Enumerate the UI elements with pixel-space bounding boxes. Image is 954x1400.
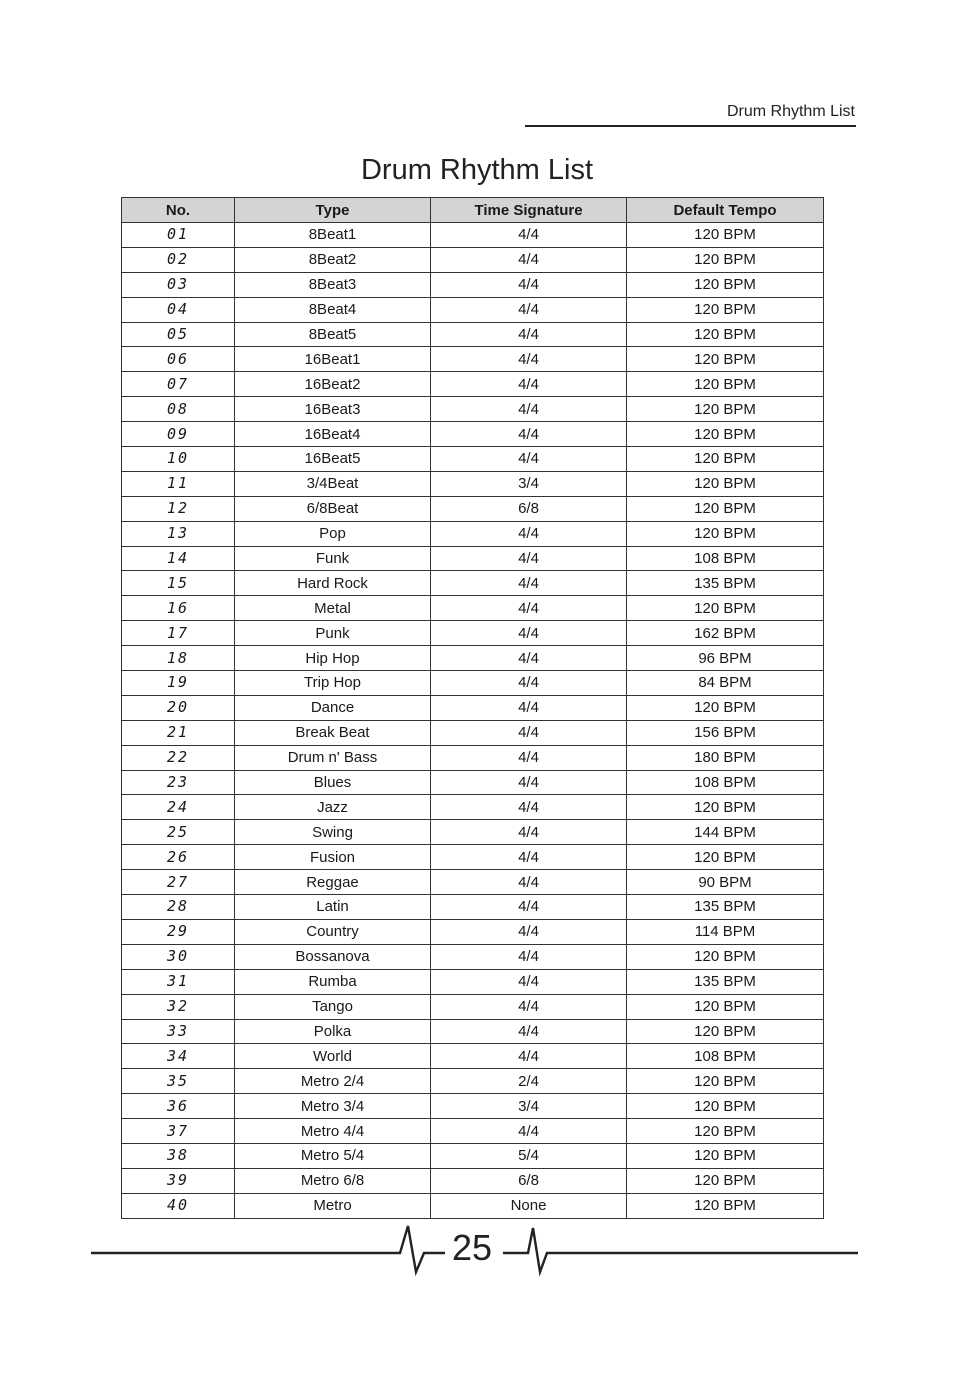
- time-signature: 4/4: [431, 422, 627, 447]
- rhythm-number: 30: [122, 944, 235, 969]
- table-row: [122, 845, 824, 870]
- rhythm-type: World: [235, 1044, 431, 1069]
- table-row: [122, 944, 824, 969]
- footer-line-left: [91, 1226, 445, 1272]
- rhythm-type: 8Beat3: [235, 272, 431, 297]
- time-signature: 4/4: [431, 895, 627, 920]
- table-row: [122, 720, 824, 745]
- table-row: [122, 870, 824, 895]
- drum-rhythm-table: [121, 197, 824, 1219]
- rhythm-number: 39: [122, 1168, 235, 1193]
- table-row: [122, 1168, 824, 1193]
- rhythm-type: 8Beat1: [235, 223, 431, 248]
- rhythm-type: Latin: [235, 895, 431, 920]
- time-signature: 4/4: [431, 795, 627, 820]
- default-tempo: 90 BPM: [627, 870, 824, 895]
- rhythm-type: Rumba: [235, 969, 431, 994]
- time-signature: 4/4: [431, 297, 627, 322]
- rhythm-number: 24: [122, 795, 235, 820]
- rhythm-number: 13: [122, 521, 235, 546]
- rhythm-number: 12: [122, 496, 235, 521]
- time-signature: 4/4: [431, 1119, 627, 1144]
- table-row: [122, 272, 824, 297]
- default-tempo: 114 BPM: [627, 919, 824, 944]
- default-tempo: 120 BPM: [627, 944, 824, 969]
- rhythm-number: 33: [122, 1019, 235, 1044]
- default-tempo: 162 BPM: [627, 621, 824, 646]
- table-row: [122, 397, 824, 422]
- default-tempo: 120 BPM: [627, 994, 824, 1019]
- time-signature: 4/4: [431, 845, 627, 870]
- default-tempo: 120 BPM: [627, 1019, 824, 1044]
- default-tempo: 96 BPM: [627, 646, 824, 671]
- rhythm-number: 37: [122, 1119, 235, 1144]
- time-signature: 4/4: [431, 447, 627, 472]
- default-tempo: 120 BPM: [627, 223, 824, 248]
- table-row: [122, 695, 824, 720]
- rhythm-number: 38: [122, 1143, 235, 1168]
- rhythm-type: 16Beat4: [235, 422, 431, 447]
- rhythm-type: 8Beat2: [235, 247, 431, 272]
- table-row: [122, 347, 824, 372]
- rhythm-number: 40: [122, 1193, 235, 1218]
- rhythm-type: 16Beat5: [235, 447, 431, 472]
- time-signature: 4/4: [431, 1019, 627, 1044]
- default-tempo: 120 BPM: [627, 1193, 824, 1218]
- time-signature: 4/4: [431, 720, 627, 745]
- rhythm-type: 8Beat5: [235, 322, 431, 347]
- default-tempo: 144 BPM: [627, 820, 824, 845]
- table-row: [122, 496, 824, 521]
- rhythm-number: 02: [122, 247, 235, 272]
- time-signature: 4/4: [431, 621, 627, 646]
- table-row: [122, 447, 824, 472]
- table-row: [122, 795, 824, 820]
- time-signature: 3/4: [431, 1094, 627, 1119]
- default-tempo: 135 BPM: [627, 969, 824, 994]
- table-row: [122, 471, 824, 496]
- rhythm-number: 25: [122, 820, 235, 845]
- footer-line-right: [503, 1228, 858, 1272]
- default-tempo: 120 BPM: [627, 247, 824, 272]
- time-signature: 4/4: [431, 272, 627, 297]
- rhythm-type: Funk: [235, 546, 431, 571]
- time-signature: 5/4: [431, 1143, 627, 1168]
- default-tempo: 120 BPM: [627, 272, 824, 297]
- time-signature: 4/4: [431, 322, 627, 347]
- rhythm-number: 05: [122, 322, 235, 347]
- table-row: [122, 422, 824, 447]
- default-tempo: 120 BPM: [627, 496, 824, 521]
- default-tempo: 120 BPM: [627, 596, 824, 621]
- default-tempo: 84 BPM: [627, 671, 824, 696]
- rhythm-number: 15: [122, 571, 235, 596]
- rhythm-type: 16Beat2: [235, 372, 431, 397]
- time-signature: 4/4: [431, 944, 627, 969]
- table-row: [122, 1019, 824, 1044]
- rhythm-type: Polka: [235, 1019, 431, 1044]
- time-signature: 6/8: [431, 1168, 627, 1193]
- rhythm-type: Blues: [235, 770, 431, 795]
- time-signature: 4/4: [431, 646, 627, 671]
- rhythm-type: Hard Rock: [235, 571, 431, 596]
- table-row: [122, 820, 824, 845]
- table-row: [122, 223, 824, 248]
- rhythm-number: 08: [122, 397, 235, 422]
- table-row: [122, 521, 824, 546]
- time-signature: 4/4: [431, 521, 627, 546]
- rhythm-type: Tango: [235, 994, 431, 1019]
- rhythm-type: Dance: [235, 695, 431, 720]
- time-signature: 4/4: [431, 372, 627, 397]
- rhythm-type: 16Beat3: [235, 397, 431, 422]
- default-tempo: 120 BPM: [627, 795, 824, 820]
- table-row: [122, 1069, 824, 1094]
- rhythm-number: 23: [122, 770, 235, 795]
- time-signature: 3/4: [431, 471, 627, 496]
- rhythm-number: 22: [122, 745, 235, 770]
- rhythm-type: Drum n' Bass: [235, 745, 431, 770]
- time-signature: 4/4: [431, 745, 627, 770]
- time-signature: 4/4: [431, 247, 627, 272]
- rhythm-number: 31: [122, 969, 235, 994]
- rhythm-type: Hip Hop: [235, 646, 431, 671]
- rhythm-type: Swing: [235, 820, 431, 845]
- rhythm-number: 06: [122, 347, 235, 372]
- rhythm-type: Punk: [235, 621, 431, 646]
- page-number: 25: [451, 1227, 493, 1268]
- default-tempo: 156 BPM: [627, 720, 824, 745]
- rhythm-number: 11: [122, 471, 235, 496]
- table-row: [122, 1143, 824, 1168]
- rhythm-type: Trip Hop: [235, 671, 431, 696]
- default-tempo: 120 BPM: [627, 1119, 824, 1144]
- column-header-type: Type: [235, 198, 431, 223]
- time-signature: 2/4: [431, 1069, 627, 1094]
- rhythm-type: Country: [235, 919, 431, 944]
- time-signature: 4/4: [431, 546, 627, 571]
- rhythm-number: 32: [122, 994, 235, 1019]
- rhythm-type: Break Beat: [235, 720, 431, 745]
- rhythm-type: Bossanova: [235, 944, 431, 969]
- rhythm-number: 14: [122, 546, 235, 571]
- table-row: [122, 1193, 824, 1218]
- table-row: [122, 247, 824, 272]
- default-tempo: 108 BPM: [627, 546, 824, 571]
- rhythm-type: Metro 6/8: [235, 1168, 431, 1193]
- rhythm-type: Jazz: [235, 795, 431, 820]
- table-row: [122, 546, 824, 571]
- default-tempo: 120 BPM: [627, 1094, 824, 1119]
- time-signature: 4/4: [431, 919, 627, 944]
- default-tempo: 120 BPM: [627, 347, 824, 372]
- rhythm-number: 18: [122, 646, 235, 671]
- table-row: [122, 1044, 824, 1069]
- default-tempo: 120 BPM: [627, 1069, 824, 1094]
- table-body: [122, 223, 824, 1219]
- default-tempo: 180 BPM: [627, 745, 824, 770]
- default-tempo: 120 BPM: [627, 1143, 824, 1168]
- running-header: Drum Rhythm List: [726, 103, 855, 120]
- column-header-time-signature: Time Signature: [431, 198, 627, 223]
- default-tempo: 120 BPM: [627, 695, 824, 720]
- rhythm-type: Metal: [235, 596, 431, 621]
- table-row: [122, 1094, 824, 1119]
- default-tempo: 120 BPM: [627, 372, 824, 397]
- rhythm-number: 21: [122, 720, 235, 745]
- table-row: [122, 372, 824, 397]
- rhythm-number: 34: [122, 1044, 235, 1069]
- rhythm-type: 3/4Beat: [235, 471, 431, 496]
- default-tempo: 120 BPM: [627, 397, 824, 422]
- default-tempo: 120 BPM: [627, 422, 824, 447]
- rhythm-type: Pop: [235, 521, 431, 546]
- rhythm-number: 09: [122, 422, 235, 447]
- default-tempo: 120 BPM: [627, 521, 824, 546]
- rhythm-number: 29: [122, 919, 235, 944]
- rhythm-number: 19: [122, 671, 235, 696]
- rhythm-number: 26: [122, 845, 235, 870]
- rhythm-type: Metro 2/4: [235, 1069, 431, 1094]
- rhythm-number: 16: [122, 596, 235, 621]
- table-row: [122, 571, 824, 596]
- rhythm-number: 35: [122, 1069, 235, 1094]
- time-signature: 4/4: [431, 969, 627, 994]
- rhythm-type: 8Beat4: [235, 297, 431, 322]
- time-signature: 4/4: [431, 671, 627, 696]
- default-tempo: 108 BPM: [627, 1044, 824, 1069]
- table-row: [122, 969, 824, 994]
- default-tempo: 120 BPM: [627, 845, 824, 870]
- rhythm-type: Reggae: [235, 870, 431, 895]
- rhythm-type: Metro 3/4: [235, 1094, 431, 1119]
- table-row: [122, 297, 824, 322]
- time-signature: 4/4: [431, 994, 627, 1019]
- rhythm-type: 16Beat1: [235, 347, 431, 372]
- rhythm-number: 27: [122, 870, 235, 895]
- rhythm-type: Metro: [235, 1193, 431, 1218]
- rhythm-number: 28: [122, 895, 235, 920]
- rhythm-type: Metro 5/4: [235, 1143, 431, 1168]
- default-tempo: 120 BPM: [627, 447, 824, 472]
- header-rule: [525, 125, 856, 127]
- time-signature: 4/4: [431, 1044, 627, 1069]
- table-row: [122, 646, 824, 671]
- table-row: [122, 745, 824, 770]
- time-signature: 4/4: [431, 596, 627, 621]
- rhythm-number: 01: [122, 223, 235, 248]
- default-tempo: 108 BPM: [627, 770, 824, 795]
- column-header-default-tempo: Default Tempo: [627, 198, 824, 223]
- rhythm-number: 03: [122, 272, 235, 297]
- table-row: [122, 596, 824, 621]
- time-signature: None: [431, 1193, 627, 1218]
- rhythm-number: 20: [122, 695, 235, 720]
- default-tempo: 135 BPM: [627, 571, 824, 596]
- rhythm-number: 17: [122, 621, 235, 646]
- table-row: [122, 919, 824, 944]
- rhythm-number: 36: [122, 1094, 235, 1119]
- time-signature: 4/4: [431, 347, 627, 372]
- column-header-no: No.: [122, 198, 235, 223]
- page-title: Drum Rhythm List: [360, 154, 594, 186]
- rhythm-number: 07: [122, 372, 235, 397]
- time-signature: 4/4: [431, 695, 627, 720]
- time-signature: 4/4: [431, 820, 627, 845]
- rhythm-number: 04: [122, 297, 235, 322]
- time-signature: 4/4: [431, 223, 627, 248]
- table-row: [122, 770, 824, 795]
- table-row: [122, 621, 824, 646]
- rhythm-number: 10: [122, 447, 235, 472]
- time-signature: 4/4: [431, 870, 627, 895]
- table-header-row: [122, 198, 824, 223]
- rhythm-type: 6/8Beat: [235, 496, 431, 521]
- table-row: [122, 322, 824, 347]
- time-signature: 4/4: [431, 770, 627, 795]
- default-tempo: 120 BPM: [627, 471, 824, 496]
- default-tempo: 120 BPM: [627, 1168, 824, 1193]
- default-tempo: 135 BPM: [627, 895, 824, 920]
- time-signature: 6/8: [431, 496, 627, 521]
- rhythm-type: Fusion: [235, 845, 431, 870]
- default-tempo: 120 BPM: [627, 322, 824, 347]
- default-tempo: 120 BPM: [627, 297, 824, 322]
- table-row: [122, 895, 824, 920]
- table-row: [122, 994, 824, 1019]
- table-row: [122, 671, 824, 696]
- rhythm-type: Metro 4/4: [235, 1119, 431, 1144]
- time-signature: 4/4: [431, 571, 627, 596]
- table-row: [122, 1119, 824, 1144]
- time-signature: 4/4: [431, 397, 627, 422]
